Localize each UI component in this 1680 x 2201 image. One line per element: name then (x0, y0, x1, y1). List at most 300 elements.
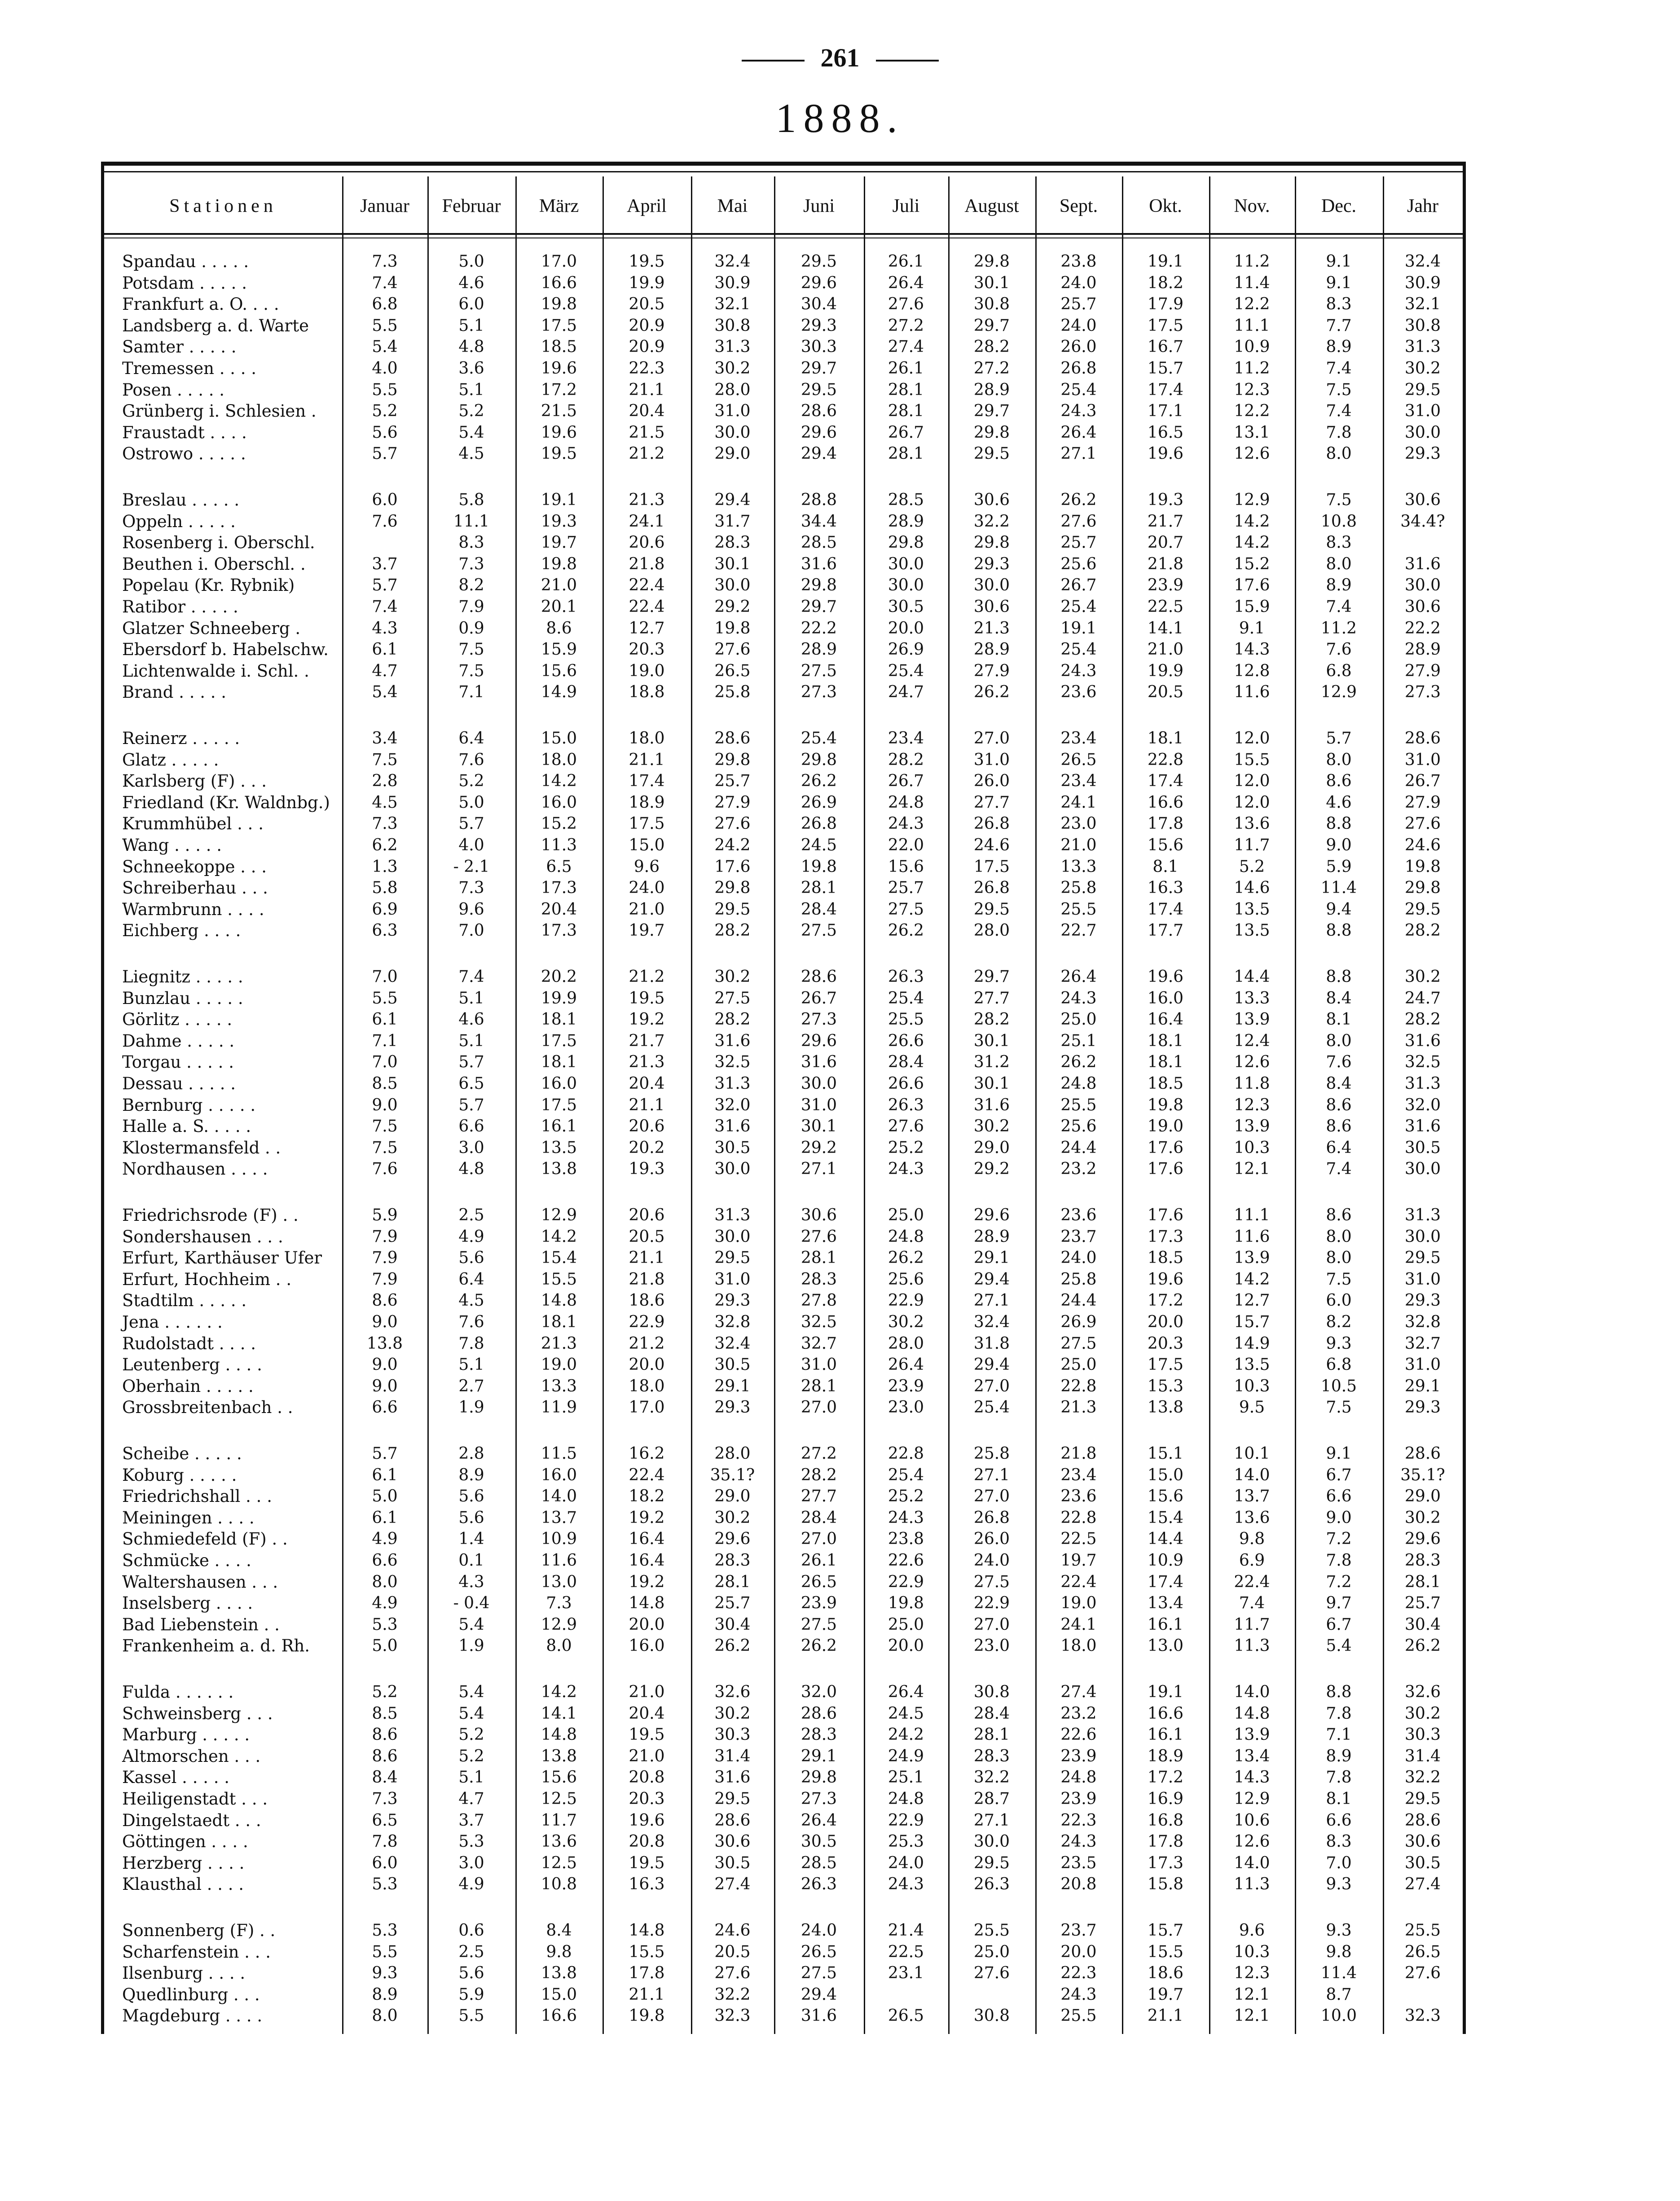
station-name: Klostermansfeld . . (122, 1138, 281, 1158)
station-name: Friedland (Kr. Waldnbg.) (122, 792, 330, 812)
temperature-value: 13.4 (1234, 1747, 1270, 1765)
temperature-value: 24.8 (888, 793, 924, 812)
column-header: August (964, 196, 1019, 216)
temperature-value: 12.9 (541, 1615, 577, 1634)
temperature-value: 26.8 (1060, 359, 1097, 378)
temperature-value: 13.9 (1234, 1117, 1270, 1136)
station-name: Bunzlau . . . . . (122, 988, 243, 1008)
temperature-value: 27.3 (800, 1010, 837, 1029)
temperature-value: 15.6 (541, 1768, 577, 1787)
table-row (104, 1333, 1463, 1354)
temperature-value: 13.8 (541, 1964, 577, 1983)
temperature-value: 19.0 (1147, 1117, 1184, 1136)
temperature-value: 8.0 (1326, 555, 1352, 573)
temperature-value: 10.9 (1147, 1551, 1184, 1570)
temperature-value: 7.1 (1326, 1726, 1352, 1744)
temperature-value: 29.5 (800, 380, 837, 399)
temperature-value: 27.1 (1060, 445, 1097, 463)
temperature-value: 19.1 (1147, 1683, 1184, 1701)
temperature-value: 4.7 (458, 1790, 484, 1808)
station-name: Torgau . . . . . (122, 1052, 234, 1072)
table-row (104, 273, 1463, 294)
temperature-value: 9.8 (1239, 1530, 1265, 1549)
temperature-value: 25.6 (1060, 1117, 1097, 1136)
temperature-table (101, 162, 1466, 2034)
temperature-value: 26.1 (888, 359, 924, 378)
temperature-value: 32.4 (714, 252, 751, 271)
station-name: Halle a. S. . . . . (122, 1117, 251, 1136)
temperature-value: 29.5 (714, 900, 751, 919)
station-name: Erfurt, Hochheim . . (122, 1269, 292, 1289)
station-name: Fraustadt . . . . (122, 423, 247, 442)
temperature-value: 6.4 (458, 729, 484, 748)
column-header: Mai (717, 196, 748, 216)
temperature-value: 6.4 (458, 1270, 484, 1289)
temperature-value: 14.9 (1234, 1334, 1270, 1353)
temperature-value: 30.2 (1404, 1704, 1441, 1723)
temperature-value: 31.2 (973, 1053, 1010, 1072)
temperature-value: 17.4 (1147, 900, 1184, 919)
temperature-value: 17.4 (1147, 380, 1184, 399)
temperature-value: 19.6 (541, 359, 577, 378)
temperature-value: 1.4 (458, 1530, 484, 1549)
temperature-value: 17.2 (1147, 1291, 1184, 1310)
temperature-value: 4.5 (458, 1291, 484, 1310)
temperature-value: 28.7 (973, 1790, 1010, 1808)
temperature-value: 20.2 (629, 1138, 665, 1157)
temperature-value: 17.8 (1147, 814, 1184, 833)
temperature-value: 7.9 (372, 1227, 398, 1246)
temperature-value: 20.7 (1147, 533, 1184, 552)
temperature-value: 15.6 (1147, 836, 1184, 854)
temperature-value: 19.2 (629, 1010, 665, 1029)
temperature-value: 30.4 (1404, 1615, 1441, 1634)
temperature-value: 25.7 (888, 879, 924, 898)
temperature-value: 11.3 (1234, 1875, 1270, 1894)
temperature-value: 20.0 (1060, 1942, 1097, 1961)
temperature-value: 7.9 (372, 1270, 398, 1289)
temperature-value: 21.8 (629, 555, 665, 573)
temperature-value: 7.9 (458, 598, 484, 616)
temperature-value: 26.6 (888, 1031, 924, 1050)
temperature-value: 5.1 (458, 380, 484, 399)
temperature-value: 25.0 (973, 1942, 1010, 1961)
temperature-value: 29.5 (714, 1249, 751, 1268)
temperature-value: 24.0 (800, 1921, 837, 1940)
temperature-value: 6.2 (372, 836, 398, 854)
temperature-value: 27.0 (800, 1398, 837, 1417)
temperature-value: 32.5 (800, 1313, 837, 1331)
temperature-value: 25.6 (1060, 555, 1097, 573)
temperature-value: 11.8 (1234, 1074, 1270, 1093)
table-row (104, 1528, 1463, 1550)
temperature-value: 24.1 (1060, 1615, 1097, 1634)
temperature-value: 22.7 (1060, 921, 1097, 940)
temperature-value: 5.2 (458, 402, 484, 421)
temperature-value: 31.3 (714, 1206, 751, 1224)
table-row (104, 728, 1463, 749)
temperature-value: 14.2 (1234, 1270, 1270, 1289)
temperature-value: 19.8 (541, 555, 577, 573)
temperature-value: 24.8 (1060, 1074, 1097, 1093)
temperature-value: 7.4 (372, 598, 398, 616)
temperature-value: 32.4 (973, 1313, 1010, 1331)
temperature-value: 30.2 (714, 359, 751, 378)
table-row (104, 2005, 1463, 2026)
temperature-value: 7.0 (372, 1053, 398, 1072)
temperature-value: 2.5 (458, 1206, 484, 1224)
temperature-value: 32.3 (1404, 2007, 1441, 2025)
temperature-value: 31.3 (1404, 1074, 1441, 1093)
temperature-value: 13.5 (1234, 900, 1270, 919)
temperature-value: 28.2 (1404, 1010, 1441, 1029)
station-name: Potsdam . . . . . (122, 273, 247, 293)
temperature-value: 27.4 (888, 338, 924, 357)
table-row (104, 251, 1463, 272)
temperature-value: 29.8 (973, 533, 1010, 552)
temperature-value: 15.2 (541, 814, 577, 833)
temperature-value: 26.5 (888, 2007, 924, 2025)
temperature-value: 6.1 (372, 640, 398, 659)
temperature-value: 21.3 (629, 491, 665, 509)
temperature-value: 26.3 (973, 1875, 1010, 1894)
table-row (104, 1724, 1463, 1745)
temperature-value: 12.3 (1234, 380, 1270, 399)
temperature-value: 17.5 (1147, 1356, 1184, 1374)
temperature-value: 24.5 (800, 836, 837, 854)
temperature-value: 27.4 (714, 1875, 751, 1894)
temperature-value: 31.6 (973, 1096, 1010, 1114)
temperature-value: 21.0 (1147, 640, 1184, 659)
temperature-value: 26.5 (714, 661, 751, 680)
temperature-value: 32.1 (1404, 295, 1441, 314)
temperature-value: 6.4 (1326, 1138, 1352, 1157)
temperature-value: 11.2 (1234, 359, 1270, 378)
table-row (104, 1312, 1463, 1333)
temperature-value: 21.3 (541, 1334, 577, 1353)
temperature-value: 30.4 (714, 1615, 751, 1634)
temperature-value: 24.6 (973, 836, 1010, 854)
table-row (104, 401, 1463, 422)
temperature-value: 31.3 (714, 338, 751, 357)
temperature-value: 7.5 (458, 640, 484, 659)
temperature-value: 28.0 (714, 1444, 751, 1463)
temperature-value: 5.0 (458, 793, 484, 812)
temperature-value: 29.3 (714, 1398, 751, 1417)
temperature-value: 0.9 (458, 619, 484, 638)
temperature-value: 27.1 (973, 1466, 1010, 1484)
temperature-value: 17.8 (1147, 1832, 1184, 1851)
temperature-value: 2.7 (458, 1377, 484, 1395)
temperature-value: 4.5 (372, 793, 398, 812)
temperature-value: 7.4 (1326, 1160, 1352, 1179)
temperature-value: 17.0 (629, 1398, 665, 1417)
temperature-value: 15.9 (541, 640, 577, 659)
station-name: Grünberg i. Schlesien . (122, 401, 317, 421)
temperature-value: 5.7 (458, 1053, 484, 1072)
temperature-value: 22.2 (1404, 619, 1441, 638)
temperature-value: 23.0 (973, 1637, 1010, 1655)
temperature-value: 30.0 (714, 1160, 751, 1179)
temperature-value: 30.5 (714, 1138, 751, 1157)
temperature-value: 25.7 (714, 1594, 751, 1613)
temperature-value: 4.9 (458, 1875, 484, 1894)
temperature-value: 29.8 (714, 750, 751, 769)
temperature-value: 32.5 (1404, 1053, 1441, 1072)
temperature-value: 14.3 (1234, 1768, 1270, 1787)
temperature-value: 26.2 (973, 683, 1010, 702)
temperature-value: 32.2 (973, 1768, 1010, 1787)
temperature-value: 11.3 (1234, 1637, 1270, 1655)
temperature-value: 30.0 (1404, 423, 1441, 442)
station-name: Grossbreitenbach . . (122, 1398, 293, 1417)
temperature-value: 24.8 (888, 1790, 924, 1808)
station-name: Breslau . . . . . (122, 490, 240, 510)
temperature-value: 22.9 (888, 1572, 924, 1591)
temperature-value: 16.6 (541, 2007, 577, 2025)
station-name: Görlitz . . . . . (122, 1010, 233, 1030)
temperature-value: 17.6 (1147, 1206, 1184, 1224)
temperature-value: 22.4 (629, 598, 665, 616)
temperature-value: 32.8 (1404, 1313, 1441, 1331)
temperature-value: 12.2 (1234, 402, 1270, 421)
temperature-value: 24.1 (629, 512, 665, 531)
temperature-value: 6.5 (546, 857, 572, 876)
temperature-value: 25.5 (888, 1010, 924, 1029)
temperature-value: 9.1 (1326, 1444, 1352, 1463)
temperature-value: 31.7 (714, 512, 751, 531)
temperature-value: 25.5 (1404, 1921, 1441, 1940)
temperature-value: 9.0 (372, 1377, 398, 1395)
temperature-value: 8.6 (372, 1747, 398, 1765)
station-name: Frankenheim a. d. Rh. (122, 1636, 310, 1656)
temperature-value: 13.3 (1234, 989, 1270, 1008)
temperature-value: 14.6 (1234, 879, 1270, 898)
temperature-value: 29.7 (973, 968, 1010, 986)
temperature-value: 28.6 (714, 729, 751, 748)
temperature-value: 26.2 (800, 1637, 837, 1655)
temperature-value: 19.0 (629, 661, 665, 680)
temperature-value: 29.6 (1404, 1530, 1441, 1549)
temperature-value: 23.6 (1060, 683, 1097, 702)
station-name: Scheibe . . . . . (122, 1444, 242, 1463)
temperature-value: 24.3 (888, 1160, 924, 1179)
temperature-value: 9.3 (1326, 1921, 1352, 1940)
temperature-value: 21.0 (629, 900, 665, 919)
temperature-value: 31.6 (1404, 1031, 1441, 1050)
table-row (104, 682, 1463, 703)
temperature-value: 28.2 (888, 750, 924, 769)
temperature-value: 31.6 (800, 1053, 837, 1072)
station-name: Heiligenstadt . . . (122, 1789, 268, 1809)
temperature-value: 20.6 (629, 1117, 665, 1136)
temperature-value: 30.6 (1404, 598, 1441, 616)
temperature-value: 28.3 (973, 1747, 1010, 1765)
table-row (104, 575, 1463, 596)
temperature-value: 15.0 (541, 1985, 577, 2004)
temperature-value (1383, 532, 1463, 553)
temperature-value: 27.5 (800, 661, 837, 680)
temperature-value: 31.4 (1404, 1747, 1441, 1765)
table-row (104, 1572, 1463, 1593)
temperature-value: 13.8 (366, 1334, 403, 1353)
temperature-value: 11.2 (1320, 619, 1357, 638)
temperature-value: 11.5 (541, 1444, 577, 1463)
table-row (104, 1269, 1463, 1290)
temperature-value: 27.0 (973, 1615, 1010, 1634)
temperature-value: 22.2 (800, 619, 837, 638)
temperature-value: 25.2 (888, 1138, 924, 1157)
temperature-value: 9.3 (1326, 1875, 1352, 1894)
temperature-value: 24.1 (1060, 793, 1097, 812)
temperature-value: 21.8 (629, 1270, 665, 1289)
temperature-value: 7.4 (458, 968, 484, 986)
column-header: Dec. (1321, 196, 1357, 216)
temperature-value: 30.2 (714, 968, 751, 986)
column-header: Sept. (1059, 196, 1098, 216)
temperature-value: 5.4 (458, 1704, 484, 1723)
table-row (104, 1810, 1463, 1831)
station-name: Ilsenburg . . . . (122, 1963, 246, 1983)
temperature-value: 30.8 (973, 2007, 1010, 2025)
temperature-value: 17.3 (541, 921, 577, 940)
temperature-value: 12.7 (1234, 1291, 1270, 1310)
temperature-value: 28.5 (800, 533, 837, 552)
temperature-value: 18.1 (541, 1010, 577, 1029)
temperature-value: 29.8 (973, 423, 1010, 442)
temperature-value: 31.4 (714, 1747, 751, 1765)
temperature-value: 26.1 (800, 1551, 837, 1570)
temperature-value: 26.9 (1060, 1313, 1097, 1331)
temperature-value: 16.0 (541, 1074, 577, 1093)
station-name: Stadtilm . . . . . (122, 1291, 247, 1311)
temperature-value: 28.0 (888, 1334, 924, 1353)
temperature-value: 13.9 (1234, 1726, 1270, 1744)
table-row (104, 1550, 1463, 1571)
station-name: Erfurt, Karthäuser Ufer (122, 1248, 322, 1268)
temperature-value: 8.3 (1326, 1832, 1352, 1851)
temperature-value: 27.2 (973, 359, 1010, 378)
temperature-value: 25.8 (714, 683, 751, 702)
temperature-value: 22.9 (888, 1811, 924, 1830)
temperature-value: 29.5 (1404, 1249, 1441, 1268)
temperature-value: 23.0 (1060, 814, 1097, 833)
temperature-value: 25.3 (888, 1832, 924, 1851)
temperature-value: 13.6 (1234, 1508, 1270, 1527)
temperature-value: 5.5 (372, 380, 398, 399)
temperature-value: 5.5 (372, 1942, 398, 1961)
table-row (104, 1095, 1463, 1116)
temperature-value: 8.7 (1326, 1985, 1352, 2004)
temperature-value: 10.6 (1234, 1811, 1270, 1830)
temperature-value: 5.2 (458, 1747, 484, 1765)
station-name: Samter . . . . . (122, 337, 237, 357)
temperature-value: 5.9 (372, 1206, 398, 1224)
temperature-value: 16.3 (1147, 879, 1184, 898)
temperature-value: 30.2 (714, 1704, 751, 1723)
temperature-value: 10.3 (1234, 1138, 1270, 1157)
table-row (104, 1158, 1463, 1180)
temperature-value: 27.5 (1060, 1334, 1097, 1353)
temperature-value: 17.0 (541, 252, 577, 271)
station-name: Eichberg . . . . (122, 921, 241, 941)
temperature-value: 28.3 (1404, 1551, 1441, 1570)
temperature-value: 16.3 (629, 1875, 665, 1894)
temperature-value: 23.9 (1060, 1747, 1097, 1765)
temperature-value: 16.1 (1147, 1615, 1184, 1634)
temperature-value: 27.9 (1404, 793, 1441, 812)
temperature-value: 6.3 (372, 921, 398, 940)
temperature-value: 24.8 (1060, 1768, 1097, 1787)
temperature-value: 26.8 (973, 1508, 1010, 1527)
temperature-value: 7.1 (372, 1031, 398, 1050)
temperature-value: 7.8 (1326, 1768, 1352, 1787)
temperature-value: 21.2 (629, 445, 665, 463)
station-name: Quedlinburg . . . (122, 1985, 260, 2004)
temperature-value: 32.0 (1404, 1096, 1441, 1114)
temperature-value: 5.6 (458, 1487, 484, 1506)
table-row (104, 336, 1463, 357)
temperature-value: 5.7 (372, 445, 398, 463)
temperature-value: 8.6 (1326, 1206, 1352, 1224)
table-row (104, 554, 1463, 575)
temperature-value: 8.0 (1326, 1031, 1352, 1050)
station-name: Frankfurt a. O. . . . (122, 295, 279, 314)
temperature-value: 5.1 (458, 989, 484, 1008)
temperature-value: 13.6 (541, 1832, 577, 1851)
temperature-value: 21.1 (629, 1249, 665, 1268)
station-name: Friedrichsrode (F) . . (122, 1206, 299, 1225)
temperature-value: 27.6 (714, 814, 751, 833)
temperature-value: 21.1 (629, 1096, 665, 1114)
temperature-value: 31.0 (800, 1096, 837, 1114)
table-row (104, 1853, 1463, 1874)
temperature-value: 7.0 (1326, 1853, 1352, 1872)
temperature-value: 27.7 (973, 793, 1010, 812)
temperature-value: 7.0 (458, 921, 484, 940)
table-row (104, 1052, 1463, 1073)
temperature-value: 5.5 (458, 2007, 484, 2025)
temperature-value: 16.9 (1147, 1790, 1184, 1808)
temperature-value: 31.6 (800, 555, 837, 573)
station-name: Ebersdorf b. Habelschw. (122, 640, 329, 660)
column-header: Nov. (1234, 196, 1270, 216)
temperature-value: 15.6 (541, 661, 577, 680)
temperature-value: 30.0 (714, 576, 751, 595)
temperature-value: 28.3 (800, 1270, 837, 1289)
temperature-value: 6.0 (1326, 1291, 1352, 1310)
temperature-value: 19.1 (1060, 619, 1097, 638)
temperature-value: 28.2 (973, 338, 1010, 357)
temperature-value: 25.4 (888, 661, 924, 680)
temperature-value: 27.4 (1060, 1683, 1097, 1701)
temperature-value: 25.8 (973, 1444, 1010, 1463)
temperature-value: 12.0 (1234, 793, 1270, 812)
temperature-value: 12.5 (541, 1853, 577, 1872)
column-header: Februar (442, 196, 501, 216)
temperature-value: 31.0 (1404, 1270, 1441, 1289)
temperature-value: 5.4 (458, 1615, 484, 1634)
temperature-value: 30.2 (1404, 1508, 1441, 1527)
temperature-value: 29.4 (973, 1270, 1010, 1289)
temperature-value: 8.5 (372, 1704, 398, 1723)
temperature-value: 5.7 (458, 1096, 484, 1114)
station-name: Jena . . . . . . (122, 1312, 223, 1332)
temperature-value: 6.9 (372, 900, 398, 919)
station-name: Glatz . . . . . (122, 750, 219, 770)
station-name: Warmbrunn . . . . (122, 899, 264, 919)
temperature-value: 7.6 (372, 512, 398, 531)
